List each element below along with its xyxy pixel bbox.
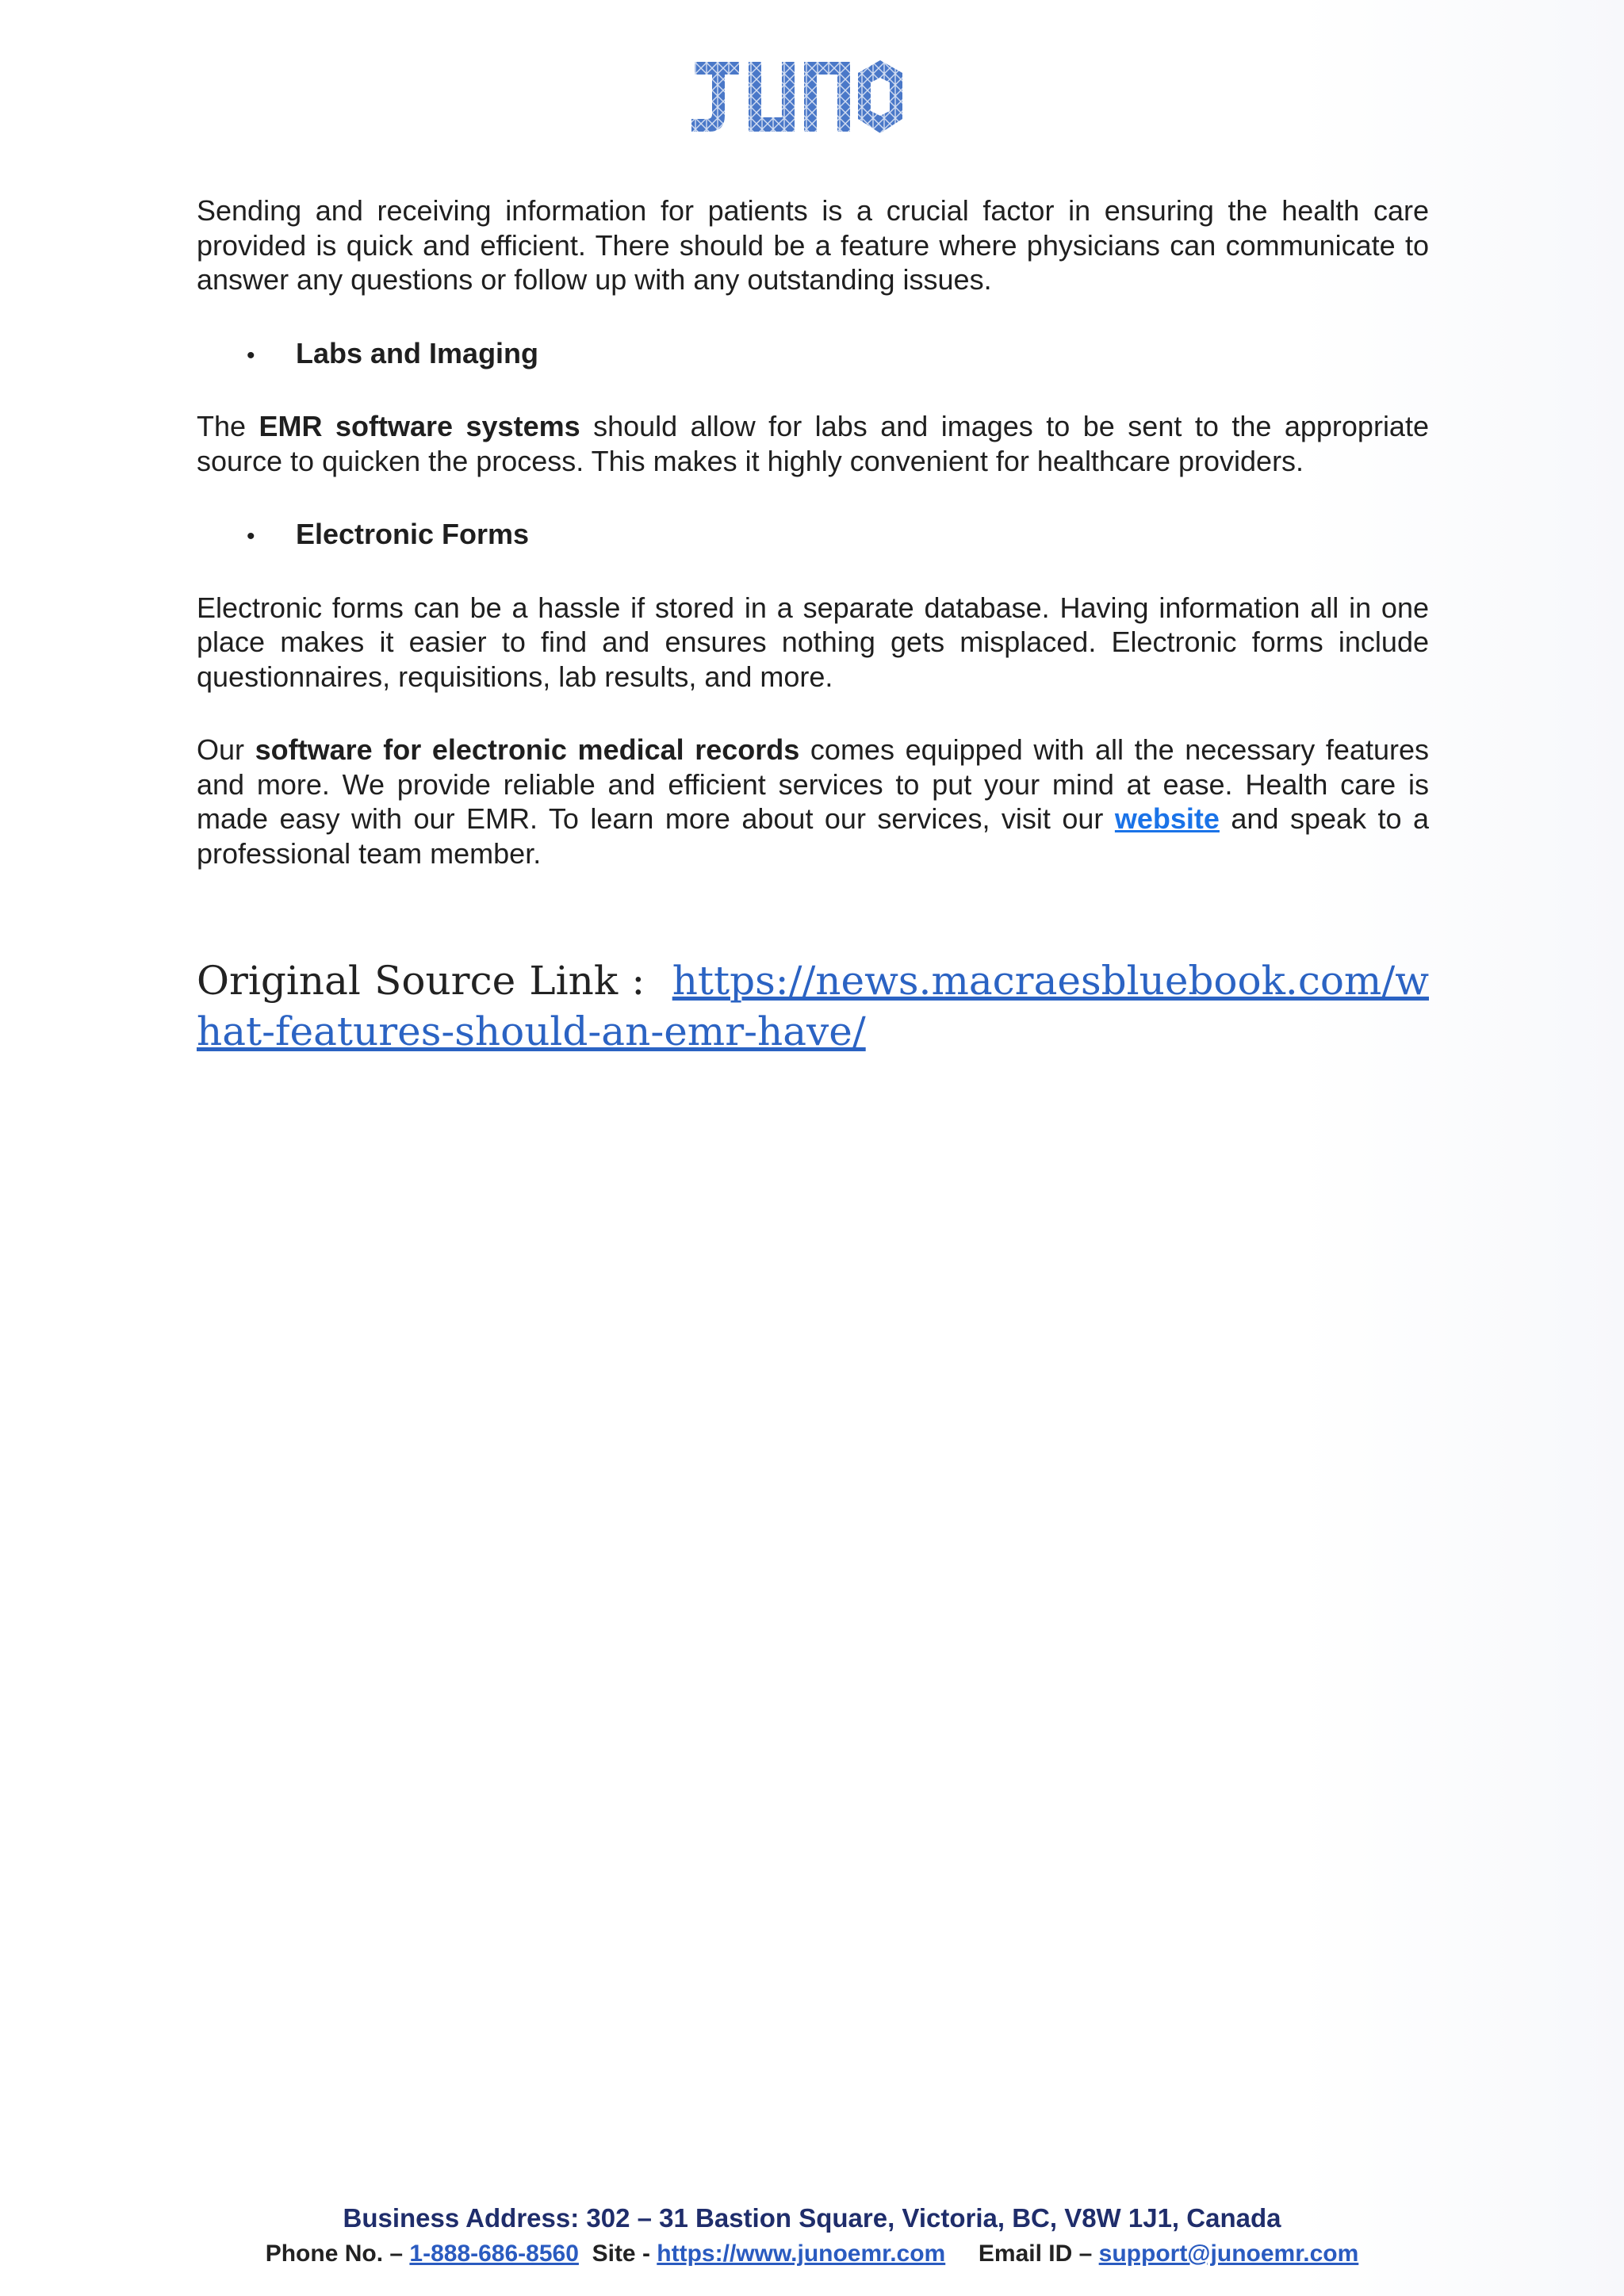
- article-body: [197, 193, 1429, 871]
- bold-phrase: EMR software systems: [259, 410, 580, 442]
- paragraph-communication: Sending and receiving information for patients is a crucial factor in ensuring the health care provided is quick and efficient. There should be a feature where physicians can communicate to answer any questions or follow up with any outstanding issues.: [197, 194, 1429, 296]
- paragraph-conclusion: Our software for electronic medical records comes equipped with all the necessary features and more. We provide reliable and efficient services to put your mind at ease. Health care is made easy with our EMR. To learn more about our services, visit our website and speak to a professional team member.: [197, 733, 1429, 870]
- source-url-link[interactable]: https://news.macraesbluebook.com/what-features-should-an-emr-have/: [197, 958, 1429, 1054]
- paragraph-labs: The EMR software systems should allow for labs and images to be sent to the appropriate source to quicken the process. This makes it highly convenient for healthcare providers.: [197, 410, 1429, 477]
- site-label: Site -: [592, 2241, 650, 2267]
- bold-phrase: software for electronic medical records: [255, 733, 800, 766]
- page-footer: [0, 2200, 1624, 2271]
- email-link[interactable]: support@junoemr.com: [1098, 2241, 1359, 2267]
- contact-line: [0, 2237, 1624, 2271]
- website-link[interactable]: website: [1114, 802, 1220, 835]
- email-label: Email ID –: [978, 2241, 1093, 2267]
- bullet-title: Labs and Imaging: [296, 336, 539, 369]
- site-link[interactable]: https://www.junoemr.com: [657, 2241, 946, 2267]
- business-address: Business Address: 302 – 31 Bastion Square, Victoria, BC, V8W 1J1, Canada: [343, 2203, 1281, 2233]
- source-link-section: [197, 955, 1429, 1057]
- bullet-electronic-forms: [197, 517, 1429, 552]
- bullet-dot: •: [247, 523, 255, 549]
- bullet-title: Electronic Forms: [296, 518, 530, 550]
- source-label: Original Source Link :: [197, 958, 645, 1004]
- bullet-labs-imaging: [197, 336, 1429, 371]
- paragraph-forms: Electronic forms can be a hassle if stored in a separate database. Having information all in one place makes it easier to find and ensures nothing gets misplaced. Electronic forms include questionnaires, requisitions, lab results, and more.: [197, 591, 1429, 693]
- juno-logo: [690, 57, 904, 136]
- bullet-dot: •: [247, 342, 255, 369]
- phone-label: Phone No. –: [265, 2241, 404, 2267]
- phone-link[interactable]: 1-888-686-8560: [409, 2241, 579, 2267]
